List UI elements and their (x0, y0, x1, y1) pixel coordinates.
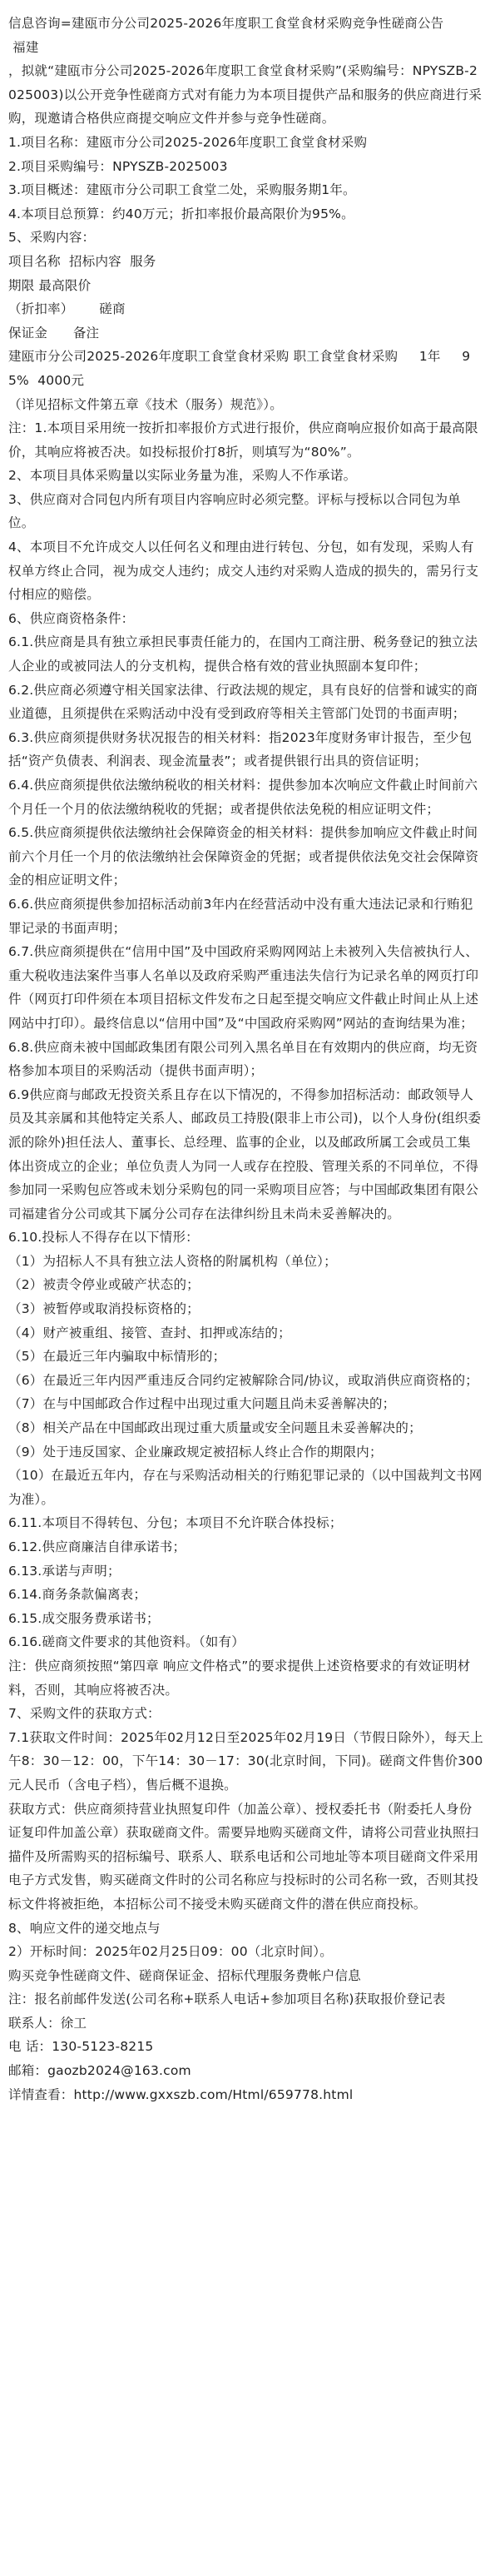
document-paragraph: 6.11.本项目不得转包、分包；本项目不允许联合体投标； (8, 1515, 343, 1531)
document-paragraph: 6.7.供应商须提供在“信用中国”及中国政府采购网网站上未被列入失信被执行人、重大税收违法案件当事人名单以及政府采购严重违法失信行为记录名单的网页打印件（网页打印件须在本项目招标文件发布之日起至提交响应文件截止时间止从上述网站中打印）。最终信息以“信用中国”及“中国政府采购网”网站的查询结果为准； (8, 944, 479, 1031)
document-paragraph: 7、采购文件的获取方式： (8, 1706, 161, 1722)
document-paragraph: 6.14.商务条款偏离表； (8, 1587, 147, 1603)
document-paragraph: 6.4.供应商须提供依法缴纳税收的相关材料：提供参加本次响应文件截止时间前六个月任一个月的依法缴纳税收的凭据；或者提供依法免税的相应证明文件； (8, 778, 478, 817)
document-paragraph: 建瓯市分公司2025-2026年度职工食堂食材采购 职工食堂食材采购 1年 95% 4000元 (8, 349, 471, 388)
document-paragraph: 6.16.磋商文件要求的其他资料。（如有） (8, 1634, 245, 1650)
document-paragraph: （8）相关产品在中国邮政出现过重大质量或安全问题且未妥善解决的； (8, 1420, 422, 1436)
document-paragraph: 7.1获取文件时间：2025年02月12日至2025年02月19日（节假日除外），每天上午8：30－12：00，下午14：30－17：30(北京时间，下同)。磋商文件售价300元人民币（含电子档），售后概不退换。 (8, 1729, 483, 1793)
document-paragraph: 联系人：徐工 (8, 2015, 87, 2031)
document-paragraph: 注：报名前邮件发送(公司名称+联系人电话+参加项目名称)获取报价登记表 (8, 1992, 446, 2007)
document-paragraph: （9）处于违反国家、企业廉政规定被招标人终止合作的期限内； (8, 1444, 383, 1460)
document-paragraph: 3.项目概述：建瓯市分公司职工食堂二处，采购服务期1年。 (8, 182, 356, 198)
document-paragraph: （折扣率） 磋商 (8, 301, 126, 317)
document-paragraph: 邮箱：gaozb2024@163.com (8, 2063, 191, 2079)
document-paragraph: 6.12.供应商廉洁自律承诺书； (8, 1539, 186, 1554)
document-paragraph: 购买竞争性磋商文件、磋商保证金、招标代理服务费帐户信息 (8, 1967, 361, 1983)
document-paragraph: 保证金 备注 (8, 325, 100, 341)
document-paragraph: （5）在最近三年内骗取中标情形的； (8, 1349, 226, 1365)
document-paragraph: 2.项目采购编号：NPYSZB-2025003 (8, 158, 228, 174)
document-paragraph: 详情查看：http://www.gxxszb.com/Html/659778.html (8, 2086, 354, 2102)
document-paragraph: 6.10.投标人不得存在以下情形： (8, 1230, 199, 1246)
document-paragraph: 项目名称 招标内容 服务 (8, 253, 156, 269)
document-paragraph: 5、采购内容： (8, 230, 96, 246)
document-paragraph: 8、响应文件的递交地点与 (8, 1920, 161, 1936)
document-paragraph: （7）在与中国邮政合作过程中出现过重大问题且尚未妥善解决的； (8, 1396, 396, 1412)
document-paragraph: （详见招标文件第五章《技术（服务）规范》）。 (8, 396, 283, 412)
document-paragraph: 6.3.供应商须提供财务状况报告的相关材料：指2023年度财务审计报告，至少包括“资产负债表、利润表、现金流量表”；或者提供银行出具的资信证明； (8, 729, 473, 769)
document-paragraph: 6.5.供应商须提供依法缴纳社会保障资金的相关材料：提供参加响应文件截止时间前六个月任一个月的依法缴纳社会保障资金的凭据；或者提供依法免交社会保障资金的相应证明文件； (8, 825, 479, 888)
document-paragraph: 4.本项目总预算：约40万元；折扣率报价最高限价为95%。 (8, 206, 354, 221)
document-paragraph: 6、供应商资格条件： (8, 610, 135, 626)
document-paragraph: （6）在最近三年内因严重违反合同约定被解除合同/协议，或取消供应商资格的； (8, 1372, 478, 1388)
document-paragraph: 6.15.成交服务费承诺书； (8, 1610, 160, 1626)
document-paragraph: 6.9供应商与邮政无投资关系且存在以下情况的，不得参加招标活动：邮政领导人员及其亲属和其他特定关系人、邮政员工持股(限非上市公司)，以个人身份(组织委派的除外)担任法人、董事长、总经理、监事的企业，以及邮政所属工会或员工集体出资成立的企业；单位负责人为同一人或存在控股、管理关系的不同单位，不得参加同一采购包应答或未划分采购包的同一采购项目应答；与中国邮政集团有限公司福建省分公司或其下属分公司存在法律纠纷且未尚未妥善解决的。 (8, 1087, 482, 1221)
document-title: 信息咨询=建瓯市分公司2025-2026年度职工食堂食材采购竞争性磋商公告 (8, 16, 444, 31)
document-paragraph: 4、本项目不允许成交人以任何名义和理由进行转包、分包，如有发现，采购人有权单方终止合同，视为成交人违约；成交人违约对采购人造成的损失的，需另行支付相应的赔偿。 (8, 540, 479, 603)
document-paragraph: 2）开标时间：2025年02月25日09：00（北京时间）。 (8, 1944, 333, 1960)
document-paragraph: （10）在最近五年内，存在与采购活动相关的行贿犯罪记录的（以中国裁判文书网为准）。 (8, 1468, 483, 1507)
document-paragraph: 注：供应商须按照“第四章 响应文件格式”的要求提供上述资格要求的有效证明材料，否则，其响应将被否决。 (8, 1658, 471, 1698)
document-paragraph: 注：1.本项目采用统一按折扣率报价方式进行报价，供应商响应报价如高于最高限价，其响应将被否决。如投标报价打8折，则填写为“80%”。 (8, 420, 478, 460)
document-paragraph: 期限 最高限价 (8, 277, 92, 293)
document-paragraph: 6.2.供应商必须遵守相关国家法律、行政法规的规定，具有良好的信誉和诚实的商业道德，且须提供在采购活动中没有受到政府等相关主管部门处罚的书面声明； (8, 682, 478, 722)
document-paragraph: 6.8.供应商未被中国邮政集团有限公司列入黑名单目在有效期内的供应商，均无资格参加本项目的采购活动（提供书面声明）； (8, 1039, 478, 1079)
document-paragraph: 6.6.供应商须提供参加招标活动前3年内在经营活动中没有重大违法记录和行贿犯罪记录的书面声明； (8, 896, 473, 936)
document-paragraph: 6.13.承诺与声明； (8, 1563, 121, 1579)
document-paragraph: （1）为招标人不具有独立法人资格的附属机构（单位）； (8, 1253, 337, 1269)
document-paragraph: 3、供应商对合同包内所有项目内容响应时必须完整。评标与授标以合同包为单位。 (8, 491, 461, 531)
document-paragraph: （4）财产被重组、接管、查封、扣押或冻结的； (8, 1325, 291, 1340)
document-paragraph: 1.项目名称：建瓯市分公司2025-2026年度职工食堂食材采购 (8, 134, 368, 150)
document-paragraph: 获取方式：供应商须持营业执照复印件（加盖公章）、授权委托书（附委托人身份证复印件加盖公章）获取磋商文件。需要异地购买磋商文件，请将公司营业执照扫描件及所需购买的招标编号、联系人、联系电话和公司地址等本项目磋商文件采用电子方式发售，购买磋商文件时的公司名称应与投标时的公司名称一致，否则其投标文件将被拒绝，本招标公司不接受未购买磋商文件的潜在供应商投标。 (8, 1801, 479, 1912)
document-paragraph: 电 话：130-5123-8215 (8, 2039, 154, 2055)
document-paragraph: 2、本项目具体采购量以实际业务量为准，采购人不作承诺。 (8, 468, 357, 484)
document-paragraph: ，拟就“建瓯市分公司2025-2026年度职工食堂食材采购”(采购编号：NPYSZB-2025003)以公开竞争性磋商方式对有能力为本项目提供产品和服务的供应商进行采购，现邀请合格供应商提交响应文件并参与竞争性磋商。 (8, 63, 483, 127)
document-paragraph: （2）被责令停业或破产状态的； (8, 1277, 200, 1293)
document-paragraph: （3）被暂停或取消投标资格的； (8, 1301, 200, 1317)
document-paragraph: 福建 (8, 39, 39, 55)
document-paragraph: 6.1.供应商是具有独立承担民事责任能力的，在国内工商注册、税务登记的独立法人企业的或被同法人的分支机构，提供合格有效的营业执照副本复印件； (8, 634, 478, 674)
